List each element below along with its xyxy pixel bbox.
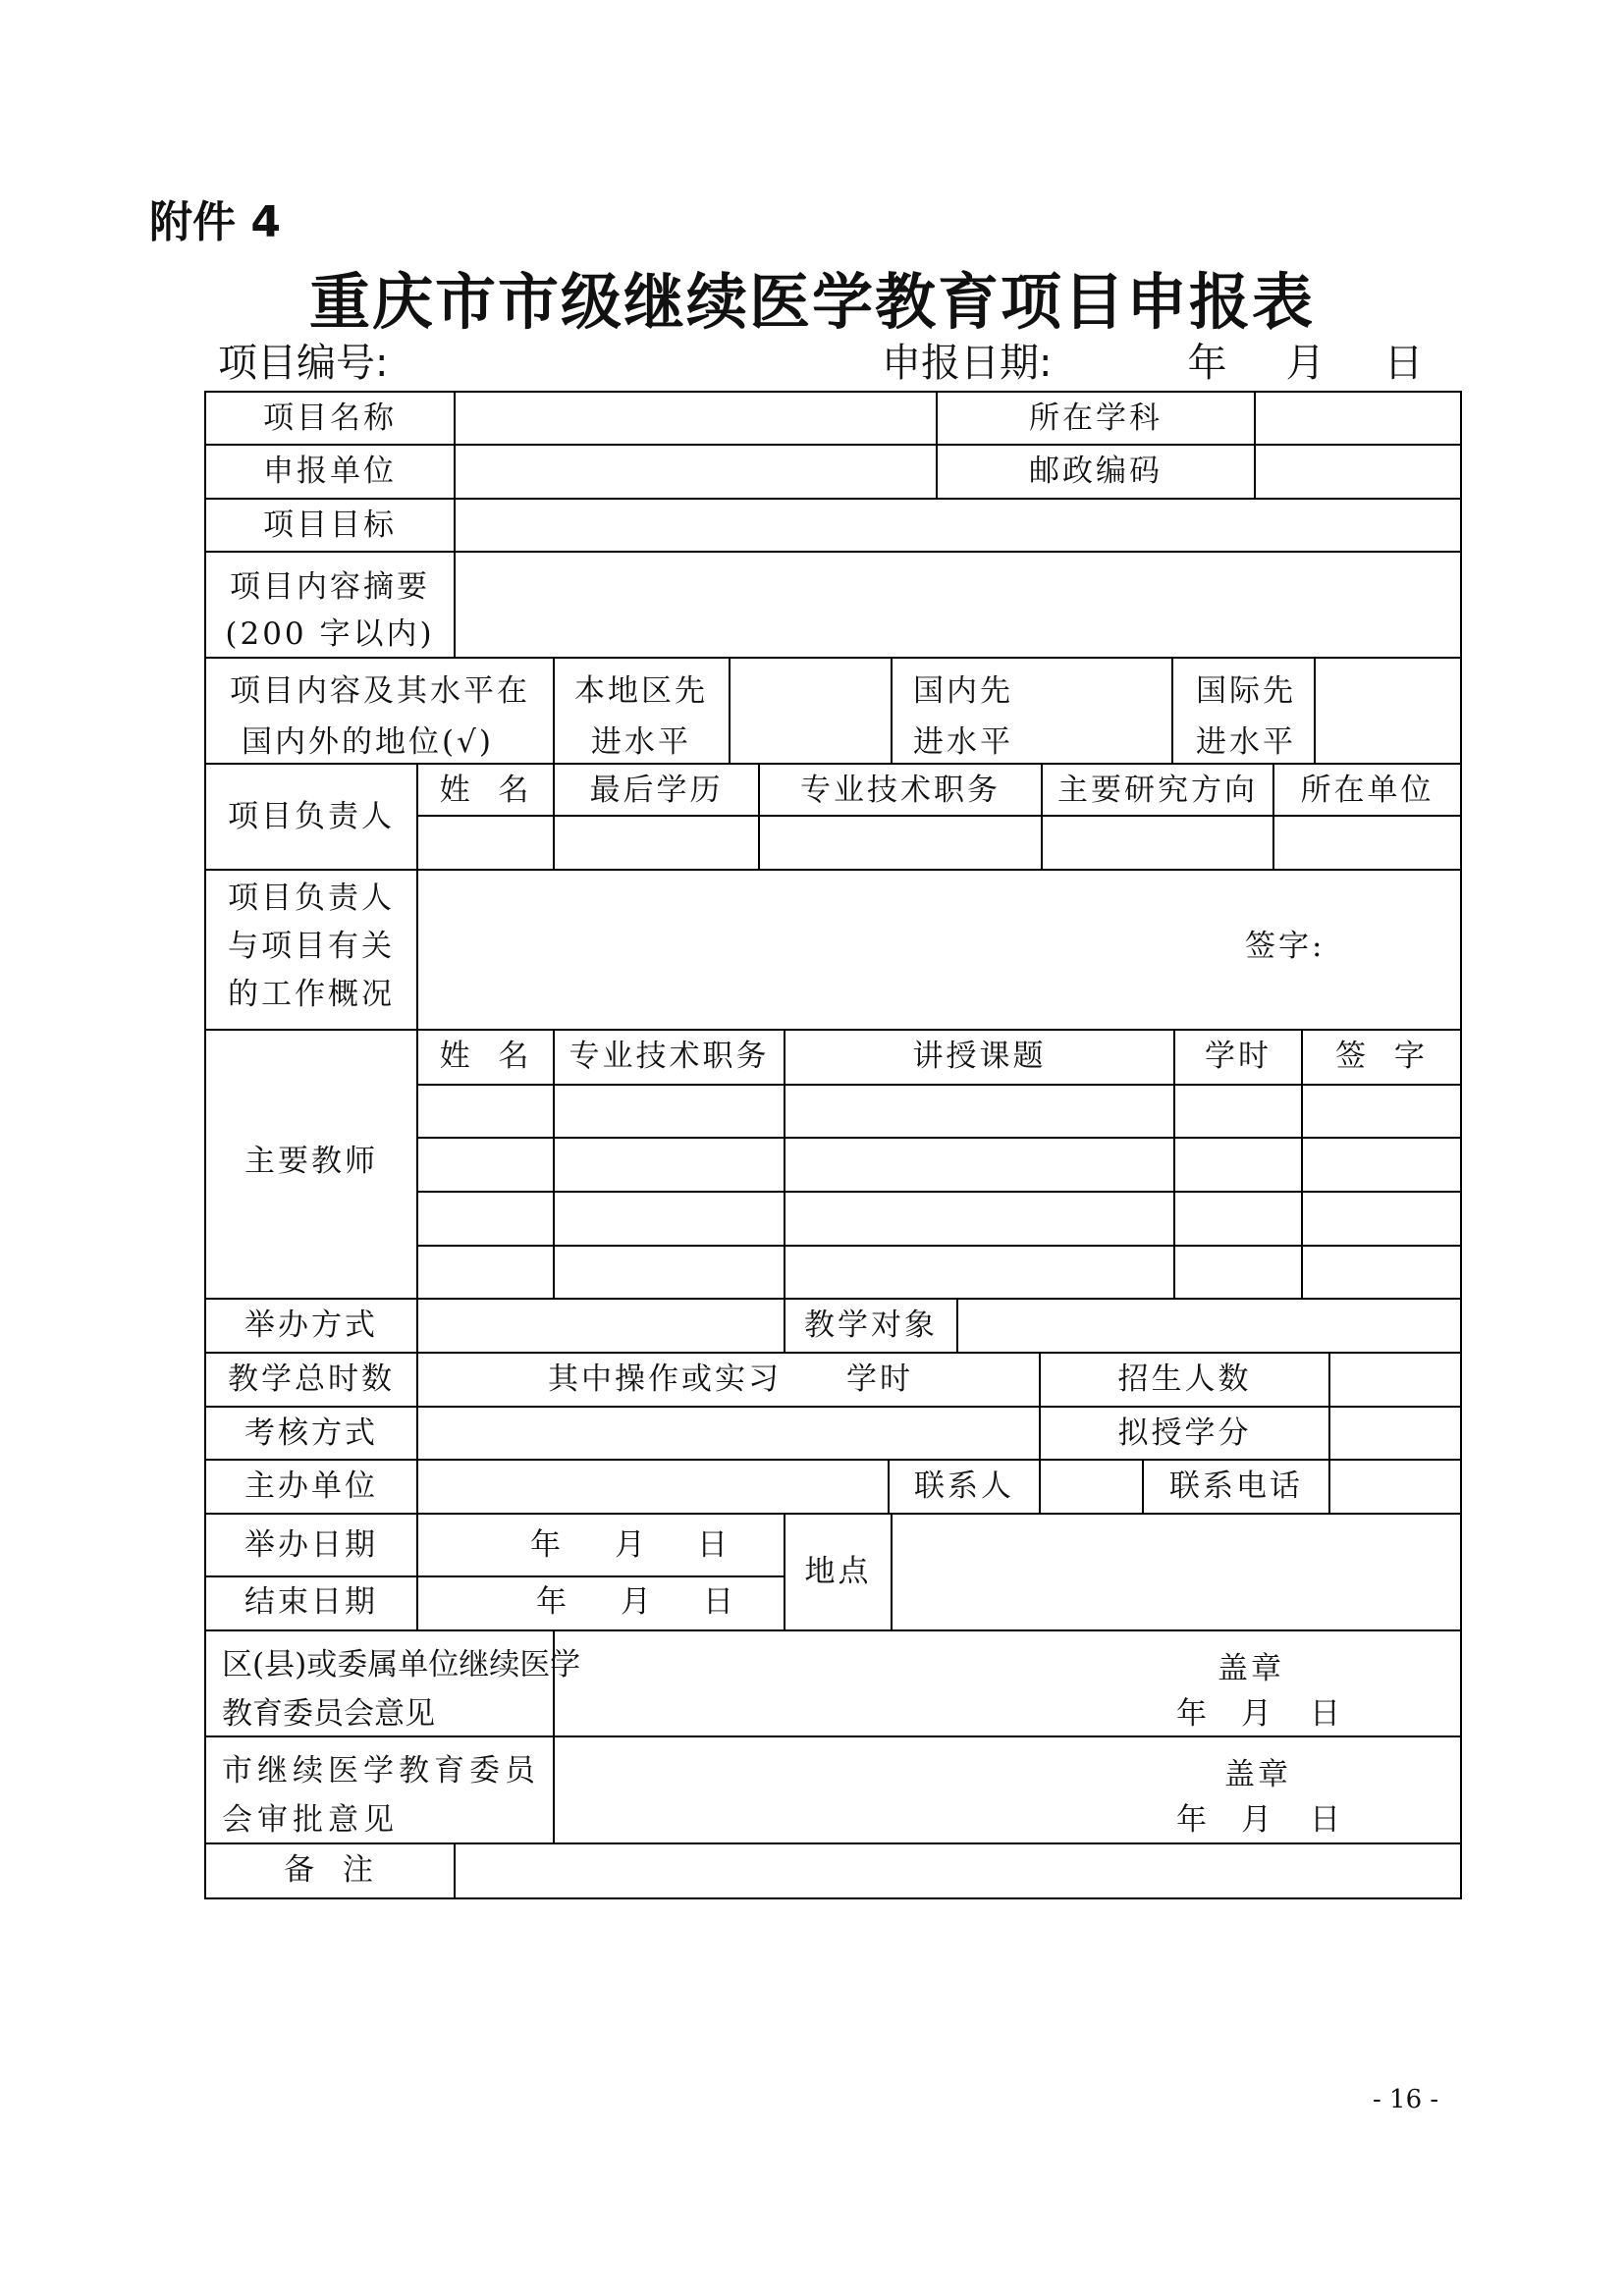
label-practice-unit: 学时 [846, 1362, 913, 1397]
col-line [454, 391, 456, 659]
start-date-month: 月 [615, 1527, 648, 1563]
district-seal: 盖章 [1218, 1651, 1284, 1686]
col-line [956, 1298, 958, 1354]
attachment-label: 附件 4 [149, 197, 281, 247]
row-line [204, 1513, 1462, 1515]
start-date-year: 年 [530, 1527, 564, 1563]
label-leader: 项目负责人 [228, 799, 395, 834]
col-line [416, 763, 418, 1514]
table-border-bottom [204, 1897, 1462, 1899]
city-date-day: 日 [1310, 1802, 1343, 1838]
col-line [1314, 657, 1316, 765]
row-line [204, 1842, 1462, 1844]
label-organizer: 主办单位 [244, 1468, 378, 1504]
end-date-day: 日 [703, 1584, 736, 1620]
col-line [891, 657, 893, 765]
city-date-month: 月 [1241, 1802, 1274, 1838]
row-line [416, 815, 1462, 817]
col-line [553, 657, 555, 765]
row-line [204, 1298, 1462, 1300]
row-line [204, 1352, 1462, 1354]
label-summary-line1: 项目内容摘要 [230, 569, 430, 605]
label-district-opinion-1: 区(县)或委属单位继续医学 [222, 1647, 581, 1682]
start-date-day: 日 [697, 1527, 731, 1563]
form-title: 重庆市市级继续医学教育项目申报表 [308, 266, 1315, 338]
label-exam: 考核方式 [244, 1415, 378, 1451]
label-phone: 联系电话 [1169, 1468, 1303, 1504]
end-date-year: 年 [536, 1584, 569, 1620]
label-end-date: 结束日期 [244, 1584, 378, 1620]
row-line [204, 444, 1462, 446]
district-date-day: 日 [1310, 1696, 1343, 1732]
report-date [882, 332, 1423, 388]
label-signature: 签字: [1245, 929, 1326, 964]
label-leader-work-3: 的工作概况 [228, 977, 395, 1012]
district-date-month: 月 [1241, 1696, 1274, 1732]
label-discipline: 所在学科 [1029, 400, 1163, 436]
label-project-name: 项目名称 [263, 400, 397, 436]
col-teacher-sign: 签 字 [1335, 1039, 1428, 1074]
label-credits: 拟授学分 [1117, 1415, 1252, 1451]
label-start-date: 举办日期 [244, 1527, 378, 1563]
city-date-year: 年 [1176, 1802, 1210, 1838]
label-teachers: 主要教师 [244, 1144, 378, 1179]
row-line [204, 551, 1462, 553]
label-location: 地点 [804, 1554, 872, 1589]
col-name: 姓 名 [439, 773, 532, 808]
row-line [416, 1245, 1462, 1247]
label-intl-advanced-1: 国际先 [1196, 673, 1296, 709]
project-number-label: 项目编号: [218, 341, 389, 386]
report-date-day: 日 [1383, 341, 1424, 386]
report-date-label: 申报日期: [882, 341, 1053, 386]
label-level-line1: 项目内容及其水平在 [230, 673, 530, 709]
label-contact: 联系人 [914, 1468, 1014, 1504]
label-intl-advanced-2: 进水平 [1196, 724, 1296, 760]
report-date-month: 月 [1285, 341, 1326, 386]
label-city-opinion-1: 市继续医学教育委员 [222, 1753, 540, 1789]
row-line [204, 657, 1462, 659]
district-date-year: 年 [1176, 1696, 1210, 1732]
label-level-line2: 国内外的地位(√) [242, 724, 494, 760]
col-line [1171, 657, 1173, 765]
row-line [416, 1191, 1462, 1193]
label-postal-code: 邮政编码 [1029, 454, 1163, 489]
col-teacher-hours: 学时 [1205, 1039, 1272, 1074]
label-remarks: 备 注 [284, 1852, 376, 1888]
col-education: 最后学历 [589, 773, 724, 808]
label-summary-line2: (200 字以内) [225, 616, 435, 652]
label-leader-work-1: 项目负责人 [228, 881, 395, 916]
row-line [204, 1575, 785, 1577]
col-title-rank: 专业技术职务 [800, 773, 1001, 808]
label-local-advanced-1: 本地区先 [574, 673, 708, 709]
table-border-right [1460, 391, 1462, 1899]
row-line [204, 1029, 1462, 1031]
page-number: - 16 - [1373, 2085, 1439, 2114]
col-line [416, 1513, 418, 1631]
city-seal: 盖章 [1224, 1757, 1291, 1792]
label-project-goal: 项目目标 [263, 507, 397, 543]
label-district-opinion-2: 教育委员会意见 [222, 1696, 435, 1732]
label-domestic-advanced-2: 进水平 [913, 724, 1013, 760]
row-line [204, 1629, 1462, 1631]
col-line [454, 1842, 456, 1899]
col-unit: 所在单位 [1300, 773, 1435, 808]
row-line [204, 1459, 1462, 1461]
col-line [729, 657, 731, 765]
report-date-year: 年 [1187, 341, 1227, 386]
col-teacher-topic: 讲授课题 [912, 1039, 1047, 1074]
label-leader-work-2: 与项目有关 [228, 929, 395, 964]
end-date-month: 月 [621, 1584, 654, 1620]
col-teacher-name: 姓 名 [439, 1039, 532, 1074]
label-total-hours: 教学总时数 [228, 1362, 395, 1397]
table-border-top [204, 391, 1462, 393]
col-teacher-title: 专业技术职务 [568, 1039, 770, 1074]
label-enrollment: 招生人数 [1117, 1362, 1252, 1397]
row-line [416, 1137, 1462, 1139]
col-line [1254, 391, 1256, 500]
label-domestic-advanced-1: 国内先 [913, 673, 1013, 709]
row-line [204, 1406, 1462, 1408]
col-line [1328, 1352, 1330, 1513]
row-line [204, 1735, 1462, 1737]
row-line [416, 1084, 1462, 1086]
col-line [891, 1513, 893, 1631]
col-research: 主要研究方向 [1057, 773, 1258, 808]
row-line [204, 498, 1462, 500]
label-local-advanced-2: 进水平 [591, 724, 691, 760]
label-practice: 其中操作或实习 [548, 1362, 782, 1397]
label-applicant-unit: 申报单位 [263, 454, 397, 489]
label-city-opinion-2: 会审批意见 [222, 1802, 399, 1838]
label-audience: 教学对象 [804, 1308, 938, 1343]
label-method: 举办方式 [244, 1308, 378, 1343]
